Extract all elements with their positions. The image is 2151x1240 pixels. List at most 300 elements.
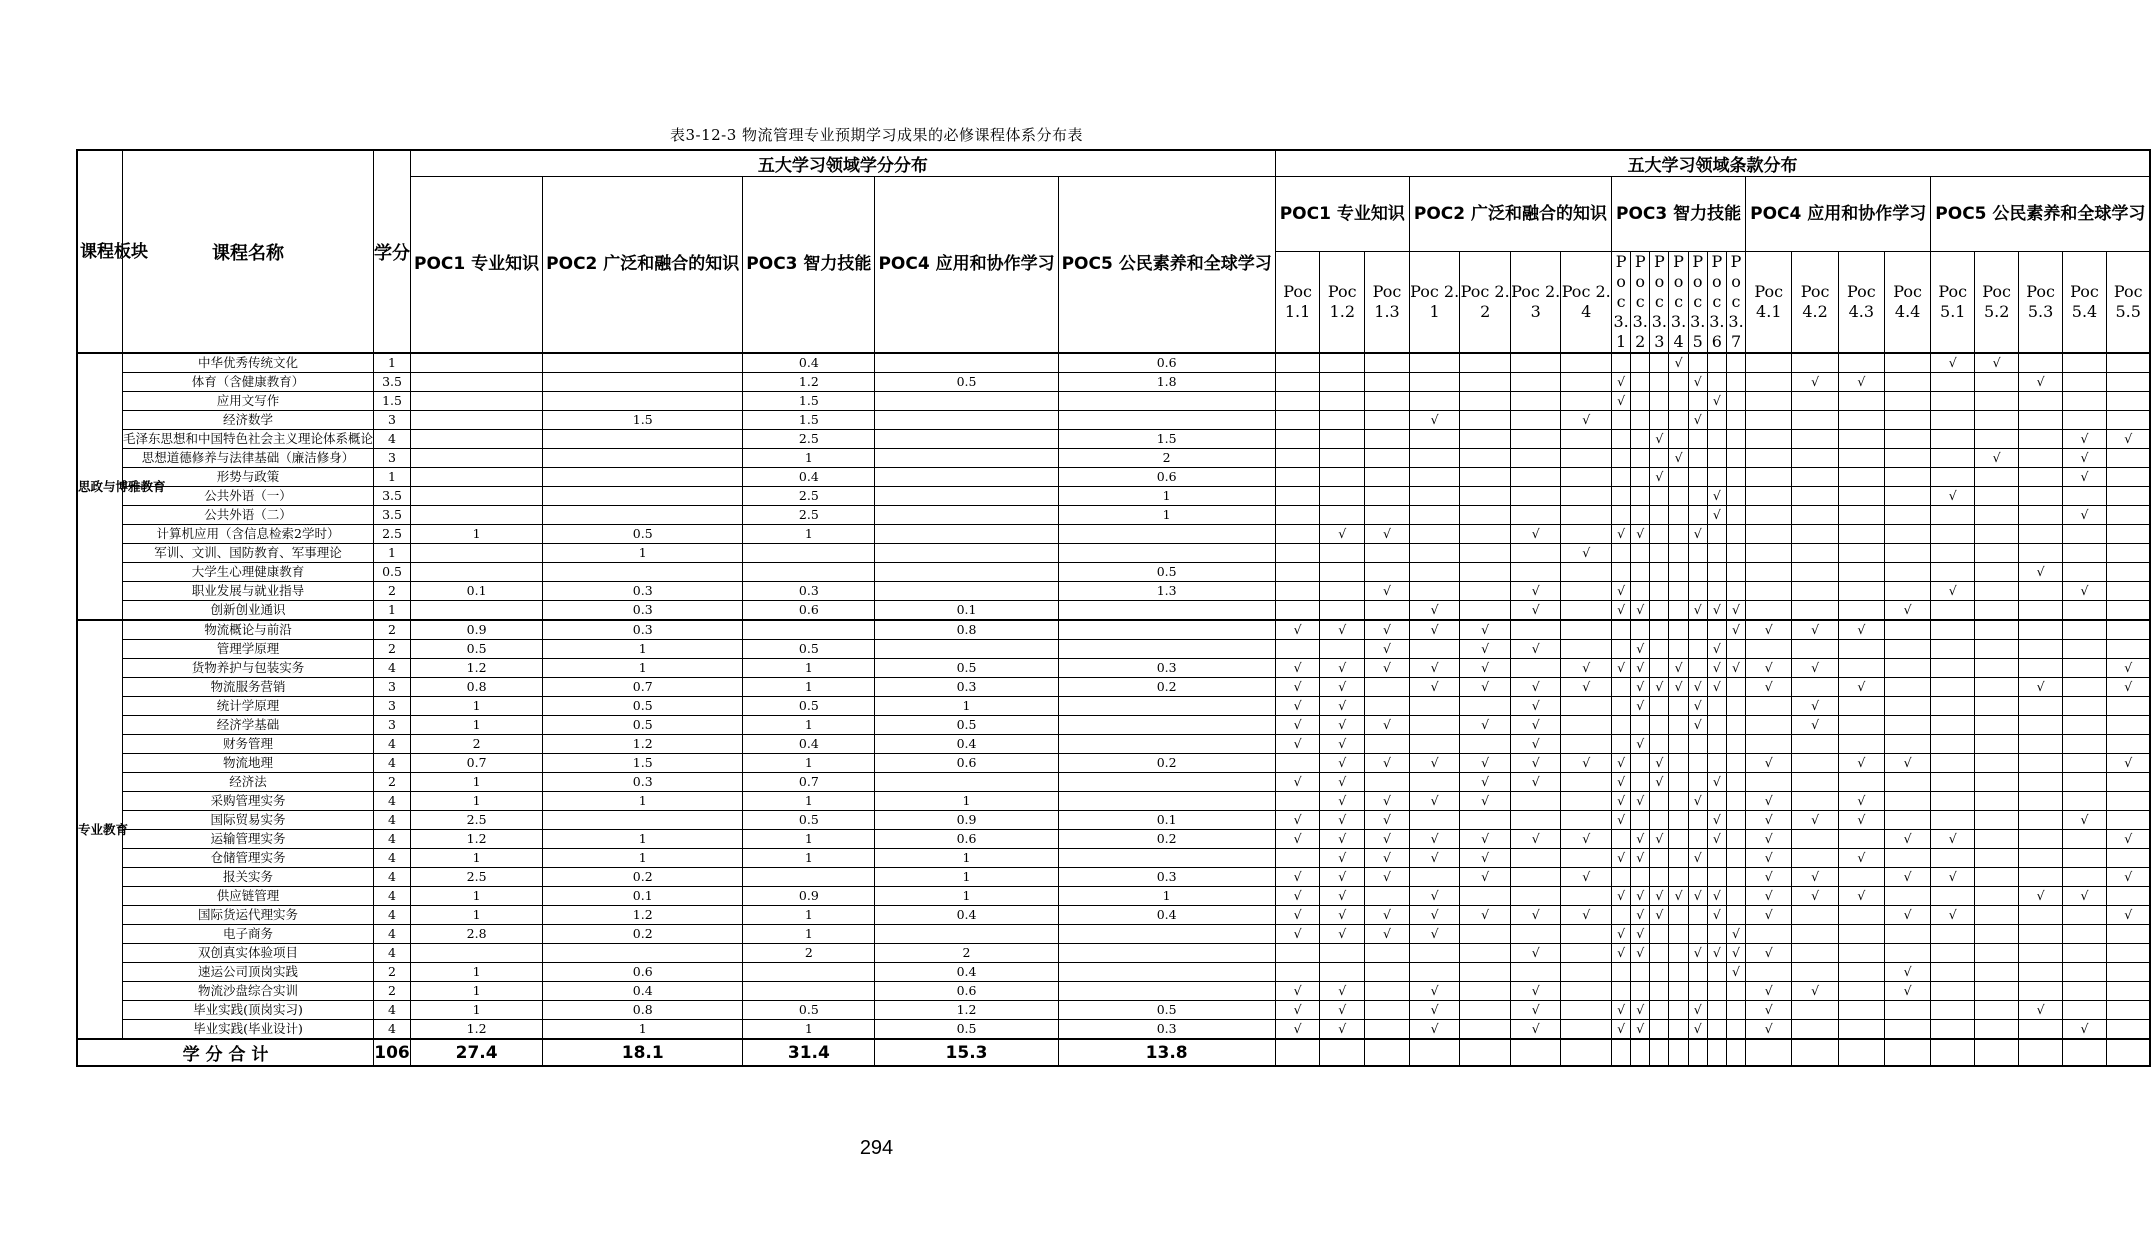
course-credit: 4 xyxy=(374,430,411,449)
clause-cell xyxy=(1650,735,1669,754)
clause-cell xyxy=(1975,544,2019,563)
clause-cell xyxy=(2063,373,2107,392)
clause-cell xyxy=(1838,353,1884,373)
clause-cell xyxy=(2063,963,2107,982)
clause-cell xyxy=(2106,487,2150,506)
clause-cell xyxy=(2063,678,2107,697)
clause-cell xyxy=(1365,1001,1410,1020)
clause-cell xyxy=(1669,811,1688,830)
clause-cell xyxy=(1688,659,1707,678)
credit-poc3: 2.5 xyxy=(743,506,875,525)
clause-cell xyxy=(1838,659,1884,678)
table-row xyxy=(77,659,2150,678)
check-mark-icon: √ xyxy=(1612,887,1631,906)
check-mark-icon: √ xyxy=(1612,1001,1631,1020)
credit-poc5 xyxy=(1058,525,1275,544)
credit-poc3 xyxy=(743,544,875,563)
table-row xyxy=(77,982,2150,1001)
clause-cell xyxy=(1931,601,1975,621)
clause-cell xyxy=(1707,620,1726,640)
credit-poc5 xyxy=(1058,697,1275,716)
course-name: 大学生心理健康教育 xyxy=(123,563,374,582)
total-clause-cell xyxy=(1409,1039,1460,1066)
clause-cell xyxy=(1510,506,1561,525)
clause-cell xyxy=(1884,640,1930,659)
clause-cell xyxy=(1838,640,1884,659)
clause-cell xyxy=(1510,792,1561,811)
check-mark-icon: √ xyxy=(1561,544,1612,563)
clause-cell xyxy=(1612,678,1631,697)
clause-cell xyxy=(1650,620,1669,640)
check-mark-icon: √ xyxy=(1650,754,1669,773)
check-mark-icon: √ xyxy=(1275,773,1320,792)
check-mark-icon: √ xyxy=(1275,887,1320,906)
clause-cell xyxy=(1838,716,1884,735)
clause-cell xyxy=(2106,373,2150,392)
clause-cell xyxy=(1460,353,1511,373)
credit-poc2: 0.3 xyxy=(543,601,743,621)
check-mark-icon: √ xyxy=(2106,868,2150,887)
credit-poc1: 2.8 xyxy=(411,925,543,944)
credit-poc2 xyxy=(543,944,743,963)
table-body xyxy=(77,353,2150,1066)
check-mark-icon: √ xyxy=(1688,411,1707,430)
clause-cell xyxy=(1669,716,1688,735)
check-mark-icon: √ xyxy=(1707,887,1726,906)
clause-cell xyxy=(1726,868,1745,887)
check-mark-icon: √ xyxy=(1707,601,1726,621)
clause-cell xyxy=(1612,411,1631,430)
check-mark-icon: √ xyxy=(1365,659,1410,678)
clause-cell xyxy=(1631,430,1650,449)
clause-cell xyxy=(1409,735,1460,754)
credit-poc4: 1 xyxy=(875,849,1058,868)
clause-cell xyxy=(1510,620,1561,640)
credit-poc1 xyxy=(411,487,543,506)
credit-poc3: 0.5 xyxy=(743,697,875,716)
credit-poc1: 1 xyxy=(411,887,543,906)
clause-cell xyxy=(1510,868,1561,887)
check-mark-icon: √ xyxy=(2063,449,2107,468)
clause-cell xyxy=(1365,697,1410,716)
credit-poc3: 0.9 xyxy=(743,887,875,906)
clause-cell xyxy=(1365,887,1410,906)
clause-cell xyxy=(2106,982,2150,1001)
clause-cell xyxy=(1460,601,1511,621)
clause-cell xyxy=(1931,373,1975,392)
clause-cell xyxy=(1510,963,1561,982)
check-mark-icon: √ xyxy=(1707,678,1726,697)
clause-cell xyxy=(1561,620,1612,640)
clause-cell xyxy=(1726,716,1745,735)
clause-cell xyxy=(1707,353,1726,373)
clause-cell xyxy=(2019,697,2063,716)
course-name: 供应链管理 xyxy=(123,887,374,906)
clause-cell xyxy=(2063,411,2107,430)
clause-cell xyxy=(2063,544,2107,563)
course-credit: 4 xyxy=(374,754,411,773)
clause-cell xyxy=(2106,887,2150,906)
check-mark-icon: √ xyxy=(1707,487,1726,506)
total-clause-cell xyxy=(1707,1039,1726,1066)
clause-cell xyxy=(1975,678,2019,697)
course-credit: 4 xyxy=(374,811,411,830)
clause-cell xyxy=(1365,487,1410,506)
credit-poc3: 0.5 xyxy=(743,1001,875,1020)
clause-cell xyxy=(1707,430,1726,449)
clause-cell xyxy=(1726,1001,1745,1020)
clause-cell xyxy=(2019,925,2063,944)
clause-cell xyxy=(1792,582,1838,601)
clause-cell xyxy=(1561,792,1612,811)
check-mark-icon: √ xyxy=(1320,887,1365,906)
clause-cell xyxy=(1460,582,1511,601)
check-mark-icon: √ xyxy=(1275,906,1320,925)
clause-cell xyxy=(1746,601,1792,621)
clause-cell xyxy=(1884,659,1930,678)
clause-cell xyxy=(1838,982,1884,1001)
credit-poc4 xyxy=(875,525,1058,544)
clause-cell xyxy=(2063,735,2107,754)
clause-cell xyxy=(1631,716,1650,735)
check-mark-icon: √ xyxy=(1561,659,1612,678)
clause-cell xyxy=(2106,849,2150,868)
header-clause-col: Poc 3.1 xyxy=(1613,252,1629,351)
header-credit-poc2: POC2 广泛和融合的知识 xyxy=(543,177,743,354)
clause-cell xyxy=(1726,449,1745,468)
clause-cell xyxy=(2106,697,2150,716)
check-mark-icon: √ xyxy=(1792,716,1838,735)
clause-cell xyxy=(1460,563,1511,582)
clause-cell xyxy=(1726,735,1745,754)
credit-poc2: 1 xyxy=(543,659,743,678)
course-name: 报关实务 xyxy=(123,868,374,887)
clause-cell xyxy=(1650,392,1669,411)
clause-cell xyxy=(1275,373,1320,392)
header-clause-col: Poc 5.3 xyxy=(2019,252,2063,354)
clause-cell xyxy=(1975,525,2019,544)
course-name: 毛泽东思想和中国特色社会主义理论体系概论 xyxy=(123,430,374,449)
check-mark-icon: √ xyxy=(1612,601,1631,621)
clause-cell xyxy=(1510,353,1561,373)
clause-cell xyxy=(1746,525,1792,544)
clause-cell xyxy=(2106,563,2150,582)
clause-cell xyxy=(1510,411,1561,430)
check-mark-icon: √ xyxy=(1688,887,1707,906)
credit-poc1 xyxy=(411,430,543,449)
clause-cell xyxy=(1669,411,1688,430)
check-mark-icon: √ xyxy=(1561,830,1612,849)
clause-cell xyxy=(1884,506,1930,525)
clause-cell xyxy=(1707,735,1726,754)
credit-poc5: 0.5 xyxy=(1058,563,1275,582)
course-name: 统计学原理 xyxy=(123,697,374,716)
check-mark-icon: √ xyxy=(1746,887,1792,906)
clause-cell xyxy=(1275,392,1320,411)
clause-cell xyxy=(1409,525,1460,544)
clause-cell xyxy=(1884,773,1930,792)
check-mark-icon: √ xyxy=(1707,659,1726,678)
clause-cell xyxy=(1631,449,1650,468)
check-mark-icon: √ xyxy=(1931,830,1975,849)
clause-cell xyxy=(2063,754,2107,773)
course-name: 物流概论与前沿 xyxy=(123,620,374,640)
header-credit-poc3: POC3 智力技能 xyxy=(743,177,875,354)
check-mark-icon: √ xyxy=(1320,868,1365,887)
table-row xyxy=(77,373,2150,392)
table-row xyxy=(77,868,2150,887)
table-row xyxy=(77,506,2150,525)
clause-cell xyxy=(1650,659,1669,678)
table-row xyxy=(77,449,2150,468)
credit-poc2: 0.1 xyxy=(543,887,743,906)
check-mark-icon: √ xyxy=(1650,773,1669,792)
clause-cell xyxy=(1669,544,1688,563)
clause-cell xyxy=(1650,544,1669,563)
clause-cell xyxy=(1650,716,1669,735)
check-mark-icon: √ xyxy=(1631,1001,1650,1020)
check-mark-icon: √ xyxy=(1510,906,1561,925)
header-credit-poc1: POC1 专业知识 xyxy=(411,177,543,354)
table-row xyxy=(77,411,2150,430)
clause-cell xyxy=(1561,982,1612,1001)
clause-cell xyxy=(1746,735,1792,754)
table-row xyxy=(77,830,2150,849)
credit-poc2 xyxy=(543,449,743,468)
credit-poc4 xyxy=(875,449,1058,468)
clause-cell xyxy=(1975,640,2019,659)
credit-poc5: 0.3 xyxy=(1058,868,1275,887)
clause-cell xyxy=(1669,430,1688,449)
clause-cell xyxy=(2063,868,2107,887)
check-mark-icon: √ xyxy=(1561,678,1612,697)
course-name: 电子商务 xyxy=(123,925,374,944)
credit-poc4: 0.5 xyxy=(875,659,1058,678)
header-clause-col: Poc 1.3 xyxy=(1365,252,1410,354)
clause-cell xyxy=(1510,925,1561,944)
total-clause-cell xyxy=(1631,1039,1650,1066)
clause-cell xyxy=(1688,830,1707,849)
credit-poc4: 0.1 xyxy=(875,601,1058,621)
clause-cell xyxy=(2019,582,2063,601)
clause-cell xyxy=(1726,830,1745,849)
clause-cell xyxy=(1726,849,1745,868)
clause-cell xyxy=(1688,506,1707,525)
check-mark-icon: √ xyxy=(1631,697,1650,716)
check-mark-icon: √ xyxy=(1631,1020,1650,1040)
clause-cell xyxy=(1460,487,1511,506)
check-mark-icon: √ xyxy=(1838,887,1884,906)
clause-cell xyxy=(1612,449,1631,468)
check-mark-icon: √ xyxy=(1631,925,1650,944)
clause-cell xyxy=(1460,373,1511,392)
table-row xyxy=(77,525,2150,544)
total-credit-poc4: 15.3 xyxy=(875,1039,1058,1066)
clause-cell xyxy=(1838,430,1884,449)
course-credit: 2 xyxy=(374,773,411,792)
clause-cell xyxy=(1792,963,1838,982)
course-credit: 2.5 xyxy=(374,525,411,544)
credit-poc3: 1 xyxy=(743,1020,875,1040)
check-mark-icon: √ xyxy=(1726,659,1745,678)
course-name: 采购管理实务 xyxy=(123,792,374,811)
clause-cell xyxy=(1275,792,1320,811)
check-mark-icon: √ xyxy=(1612,944,1631,963)
credit-poc5: 0.2 xyxy=(1058,678,1275,697)
clause-cell xyxy=(1975,487,2019,506)
check-mark-icon: √ xyxy=(1320,716,1365,735)
clause-cell xyxy=(1365,678,1410,697)
course-name: 物流地理 xyxy=(123,754,374,773)
credit-poc3: 1 xyxy=(743,830,875,849)
check-mark-icon: √ xyxy=(1884,868,1930,887)
clause-cell xyxy=(1365,944,1410,963)
clause-cell xyxy=(1792,735,1838,754)
clause-cell xyxy=(1631,373,1650,392)
clause-cell xyxy=(1838,544,1884,563)
total-row xyxy=(77,1039,2150,1066)
clause-cell xyxy=(1460,392,1511,411)
header-clause-col: Poc 4.3 xyxy=(1838,252,1884,354)
check-mark-icon: √ xyxy=(1707,506,1726,525)
clause-cell xyxy=(2019,525,2063,544)
check-mark-icon: √ xyxy=(1631,678,1650,697)
credit-poc1 xyxy=(411,944,543,963)
course-credit: 4 xyxy=(374,849,411,868)
clause-cell xyxy=(1931,506,1975,525)
clause-cell xyxy=(1409,773,1460,792)
table-row xyxy=(77,582,2150,601)
credit-poc1: 1 xyxy=(411,697,543,716)
clause-cell xyxy=(1365,773,1410,792)
clause-cell xyxy=(1975,697,2019,716)
credit-poc4: 0.4 xyxy=(875,906,1058,925)
clause-cell xyxy=(1792,487,1838,506)
credit-poc5: 1 xyxy=(1058,887,1275,906)
table-row xyxy=(77,716,2150,735)
check-mark-icon: √ xyxy=(1612,373,1631,392)
clause-cell xyxy=(1669,620,1688,640)
check-mark-icon: √ xyxy=(1275,1020,1320,1040)
clause-cell xyxy=(2063,944,2107,963)
check-mark-icon: √ xyxy=(1320,525,1365,544)
check-mark-icon: √ xyxy=(1884,906,1930,925)
credit-poc1: 1.2 xyxy=(411,1020,543,1040)
clause-cell xyxy=(1460,506,1511,525)
header-credit-poc4: POC4 应用和协作学习 xyxy=(875,177,1058,354)
course-credit: 4 xyxy=(374,735,411,754)
header-clause-col: Poc 2.1 xyxy=(1409,252,1460,354)
clause-cell xyxy=(1510,811,1561,830)
clause-cell xyxy=(1460,982,1511,1001)
clause-cell xyxy=(1688,353,1707,373)
credit-poc5 xyxy=(1058,792,1275,811)
credit-poc4 xyxy=(875,544,1058,563)
clause-cell xyxy=(1650,411,1669,430)
check-mark-icon: √ xyxy=(1460,868,1511,887)
clause-cell xyxy=(1931,1020,1975,1040)
clause-cell xyxy=(2019,544,2063,563)
clause-cell xyxy=(1746,392,1792,411)
check-mark-icon: √ xyxy=(1707,830,1726,849)
check-mark-icon: √ xyxy=(1320,620,1365,640)
table-row xyxy=(77,487,2150,506)
check-mark-icon: √ xyxy=(1746,982,1792,1001)
clause-cell xyxy=(1275,487,1320,506)
check-mark-icon: √ xyxy=(2106,830,2150,849)
clause-cell xyxy=(1838,963,1884,982)
clause-cell xyxy=(1975,906,2019,925)
course-credit: 3.5 xyxy=(374,373,411,392)
clause-cell xyxy=(1975,601,2019,621)
clause-cell xyxy=(1746,411,1792,430)
clause-cell xyxy=(1275,563,1320,582)
clause-cell xyxy=(1707,1001,1726,1020)
clause-cell xyxy=(2019,830,2063,849)
clause-cell xyxy=(1931,697,1975,716)
clause-cell xyxy=(1510,392,1561,411)
check-mark-icon: √ xyxy=(1707,773,1726,792)
credit-poc2: 0.4 xyxy=(543,982,743,1001)
clause-cell xyxy=(1650,582,1669,601)
clause-cell xyxy=(1726,773,1745,792)
clause-cell xyxy=(1975,411,2019,430)
credit-poc1 xyxy=(411,373,543,392)
clause-cell xyxy=(1746,716,1792,735)
credit-poc5: 1 xyxy=(1058,487,1275,506)
check-mark-icon: √ xyxy=(1746,754,1792,773)
clause-cell xyxy=(1838,830,1884,849)
header-clause-col: Poc 4.2 xyxy=(1792,252,1838,354)
clause-cell xyxy=(1631,811,1650,830)
credit-poc4: 0.3 xyxy=(875,678,1058,697)
clause-cell xyxy=(1460,887,1511,906)
course-credit: 4 xyxy=(374,1001,411,1020)
header-credit-distribution: 五大学习领域学分分布 xyxy=(411,150,1276,177)
clause-cell xyxy=(1631,868,1650,887)
clause-cell xyxy=(2063,773,2107,792)
clause-cell xyxy=(1726,1020,1745,1040)
total-clause-cell xyxy=(1612,1039,1631,1066)
check-mark-icon: √ xyxy=(1275,830,1320,849)
check-mark-icon: √ xyxy=(1510,640,1561,659)
clause-cell xyxy=(1650,792,1669,811)
header-credit: 学分 xyxy=(374,150,411,353)
clause-cell xyxy=(1275,849,1320,868)
check-mark-icon: √ xyxy=(1792,659,1838,678)
check-mark-icon: √ xyxy=(2019,1001,2063,1020)
clause-cell xyxy=(1931,544,1975,563)
clause-cell xyxy=(1884,887,1930,906)
table-row xyxy=(77,353,2150,373)
clause-cell xyxy=(1669,849,1688,868)
check-mark-icon: √ xyxy=(1688,716,1707,735)
clause-cell xyxy=(1275,525,1320,544)
check-mark-icon: √ xyxy=(1612,811,1631,830)
credit-poc4: 0.6 xyxy=(875,754,1058,773)
clause-cell xyxy=(1884,392,1930,411)
credit-poc2: 1.2 xyxy=(543,735,743,754)
check-mark-icon: √ xyxy=(1409,620,1460,640)
check-mark-icon: √ xyxy=(1838,849,1884,868)
clause-cell xyxy=(1726,525,1745,544)
clause-cell xyxy=(1931,620,1975,640)
clause-cell xyxy=(1707,754,1726,773)
course-name: 公共外语（一） xyxy=(123,487,374,506)
clause-cell xyxy=(1510,544,1561,563)
clause-cell xyxy=(2019,430,2063,449)
clause-cell xyxy=(2106,716,2150,735)
